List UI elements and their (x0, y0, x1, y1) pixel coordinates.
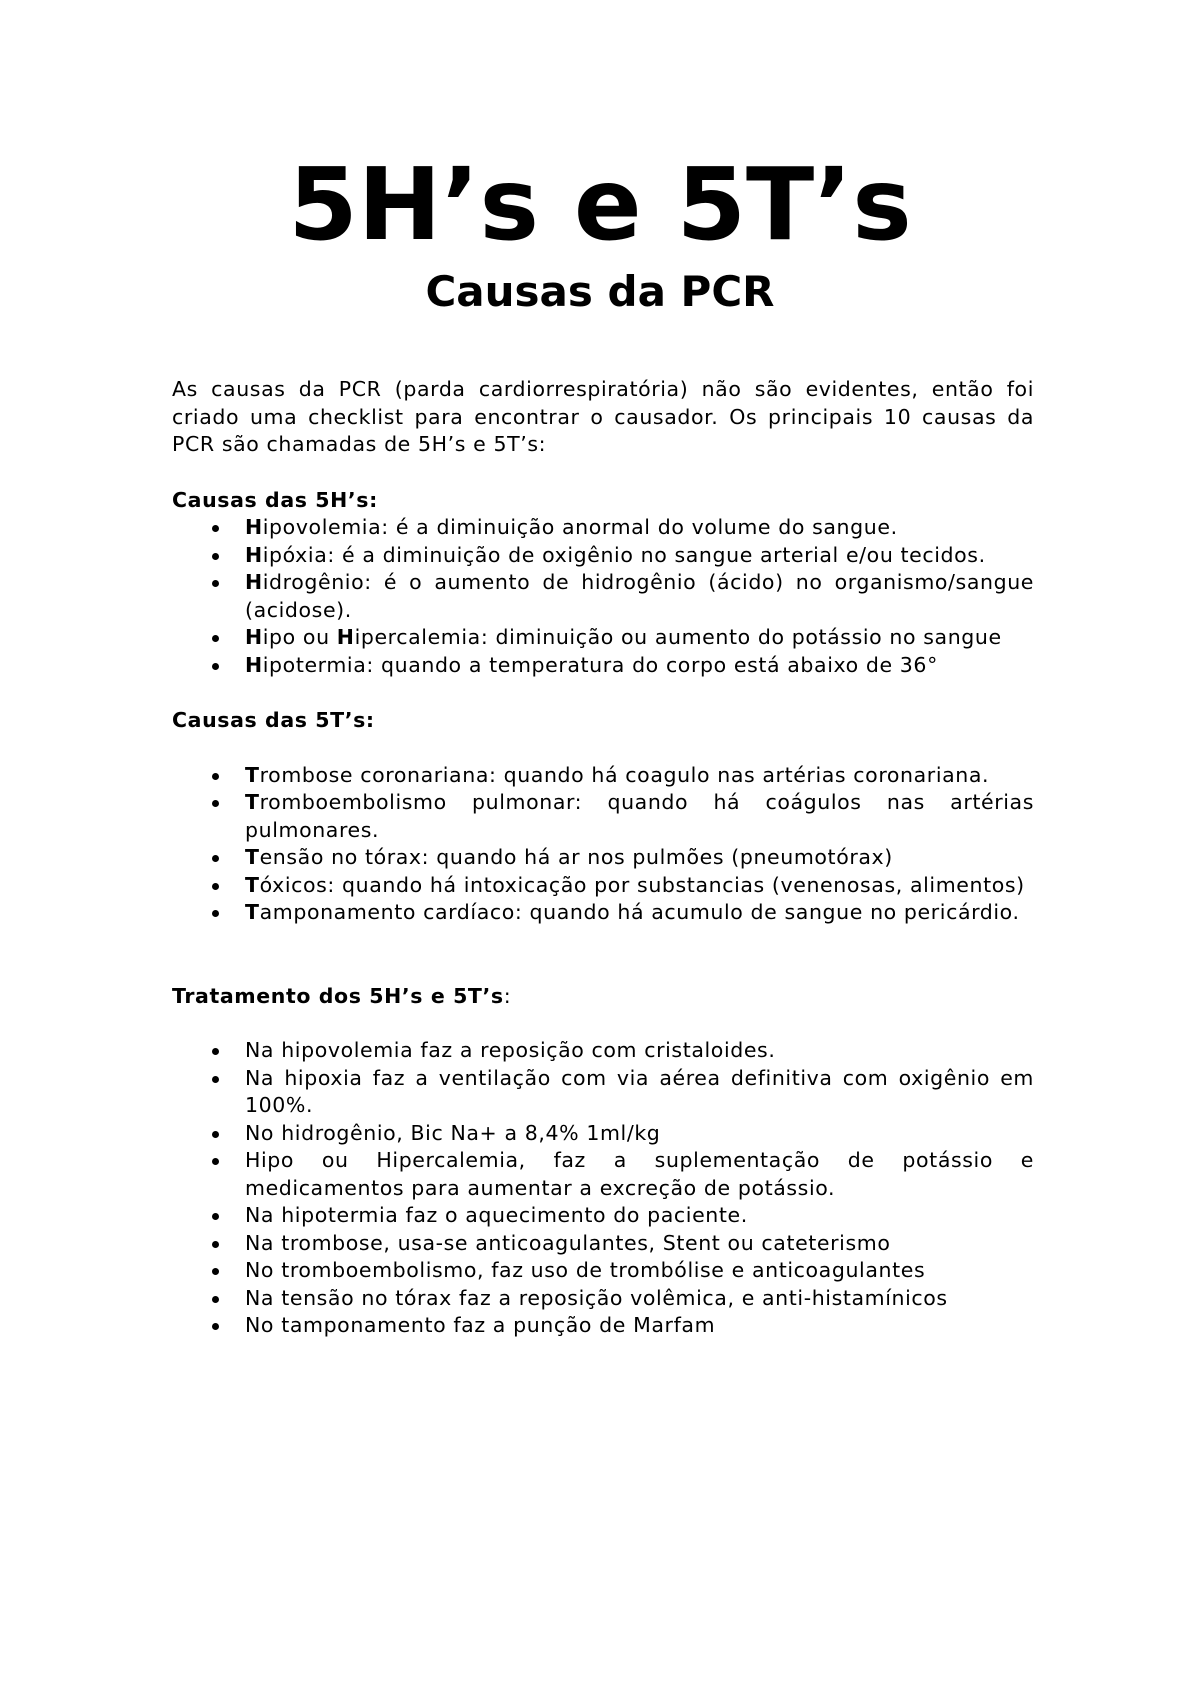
list-item: Trombose coronariana: quando há coagulo nas artérias coronariana. (172, 762, 1034, 790)
list-item: Hipo ou Hipercalemia: diminuição ou aumento do potássio no sangue (172, 624, 1034, 652)
list-item: No tamponamento faz a punção de Marfam (172, 1312, 1034, 1340)
list-item: Tromboembolismo pulmonar: quando há coágulos nas artérias pulmonares. (172, 789, 1034, 844)
bullet-icon (212, 1213, 219, 1220)
list-5h (172, 514, 1034, 679)
list-item: No tromboembolismo, faz uso de trombólise e anticoagulantes (172, 1257, 1034, 1285)
list-treatment (172, 1037, 1034, 1340)
list-item: Na hipotermia faz o aquecimento do paciente. (172, 1202, 1034, 1230)
bullet-icon (212, 580, 219, 587)
document-body (172, 376, 1034, 1340)
list-item: Hipo ou Hipercalemia, faz a suplementação de potássio e medicamentos para aumentar a excreção de potássio. (172, 1147, 1034, 1202)
bullet-icon (212, 773, 219, 780)
bullet-icon (212, 910, 219, 917)
list-item: Hipovolemia: é a diminuição anormal do volume do sangue. (172, 514, 1034, 542)
list-item: Tamponamento cardíaco: quando há acumulo de sangue no pericárdio. (172, 899, 1034, 927)
bullet-icon (212, 525, 219, 532)
list-item: Tensão no tórax: quando há ar nos pulmões (pneumotórax) (172, 844, 1034, 872)
list-item: Hipotermia: quando a temperatura do corpo está abaixo de 36° (172, 652, 1034, 680)
page-title: 5H’s e 5T’s (288, 146, 912, 263)
list-item: Tóxicos: quando há intoxicação por substancias (venenosas, alimentos) (172, 872, 1034, 900)
bullet-icon (212, 1076, 219, 1083)
bullet-icon (212, 1131, 219, 1138)
list-item: Na tensão no tórax faz a reposição volêmica, e anti-histamínicos (172, 1285, 1034, 1313)
bullet-icon (212, 800, 219, 807)
list-item: Na hipoxia faz a ventilação com via aérea definitiva com oxigênio em 100%. (172, 1065, 1034, 1120)
bullet-icon (212, 1323, 219, 1330)
list-5t (172, 762, 1034, 927)
bullet-icon (212, 1268, 219, 1275)
bullet-icon (212, 883, 219, 890)
bullet-icon (212, 635, 219, 642)
section-heading-treatment: Tratamento dos 5H’s e 5T’s: (172, 983, 512, 1008)
intro-paragraph: As causas da PCR (parda cardiorrespiratória) não são evidentes, então foi criado uma checklist para encontrar o causador. Os principais 10 causas da PCR são chamadas de 5H’s e 5T’s: (172, 377, 1034, 456)
list-item: Hipóxia: é a diminuição de oxigênio no sangue arterial e/ou tecidos. (172, 542, 1034, 570)
list-item: Hidrogênio: é o aumento de hidrogênio (ácido) no organismo/sangue (acidose). (172, 569, 1034, 624)
bullet-icon (212, 1241, 219, 1248)
bullet-icon (212, 1158, 219, 1165)
bullet-icon (212, 1048, 219, 1055)
bullet-icon (212, 553, 219, 560)
section-heading-5h: Causas das 5H’s: (172, 487, 378, 512)
bullet-icon (212, 663, 219, 670)
section-heading-5t: Causas das 5T’s: (172, 708, 375, 732)
list-item: Na trombose, usa-se anticoagulantes, Stent ou cateterismo (172, 1230, 1034, 1258)
list-item: No hidrogênio, Bic Na+ a 8,4% 1ml/kg (172, 1120, 1034, 1148)
bullet-icon (212, 855, 219, 862)
bullet-icon (212, 1296, 219, 1303)
list-item: Na hipovolemia faz a reposição com cristaloides. (172, 1037, 1034, 1065)
page-subtitle: Causas da PCR (425, 267, 775, 316)
